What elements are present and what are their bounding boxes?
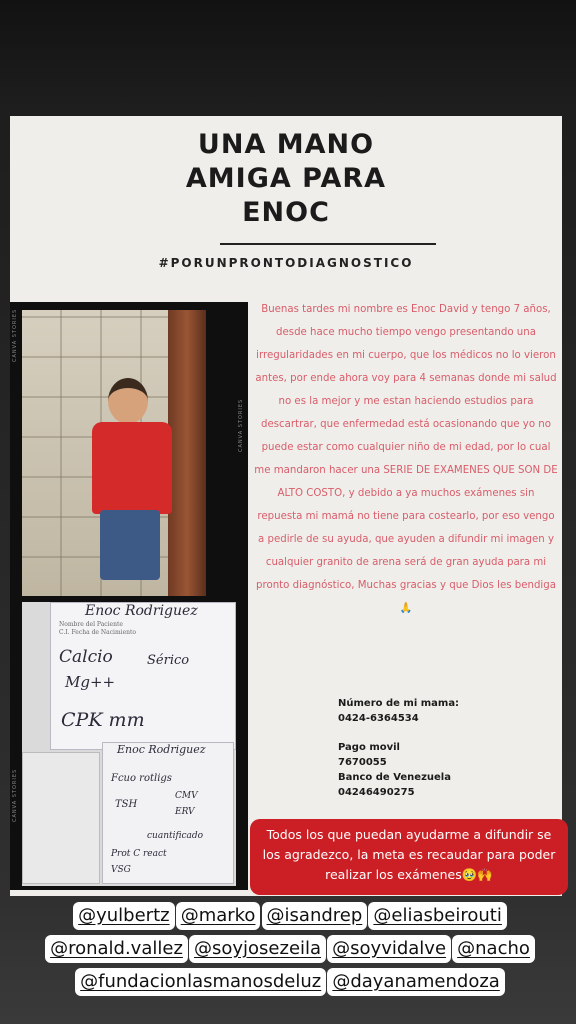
- mention-tag[interactable]: @marko: [176, 902, 261, 930]
- photo-watermark: CANVA STORIES: [12, 308, 18, 362]
- pago-movil-phone: 04246490275: [338, 787, 415, 798]
- medical-orders-photo: [22, 602, 236, 886]
- child-shirt: [92, 422, 172, 514]
- contact-info: [338, 696, 538, 800]
- title-line-1: UNA MANO: [197, 129, 375, 160]
- medical-order-sheet: [22, 752, 100, 884]
- child-photo: [22, 310, 206, 596]
- mention-tag[interactable]: @soyvidalve: [327, 935, 451, 963]
- sheet-item: VSG: [111, 865, 131, 875]
- sheet-item: CPK mm: [61, 709, 145, 731]
- mention-tag[interactable]: @soyjosezeila: [189, 935, 326, 963]
- mention-tag[interactable]: @eliasbeirouti: [368, 902, 506, 930]
- sheet-item: Sérico: [147, 653, 190, 668]
- mention-row: [40, 935, 540, 968]
- mention-tags: [40, 902, 540, 1001]
- photo-watermark: CANVA STORIES: [238, 398, 244, 452]
- sheet-item: Mg++: [65, 673, 116, 691]
- sheet-field-label: Nombre del Paciente: [59, 621, 123, 628]
- medical-order-sheet: [50, 602, 236, 750]
- child-jeans: [100, 510, 160, 580]
- sheet-patient-name: Enoc Rodriguez: [85, 603, 198, 619]
- story-text: Buenas tardes mi nombre es Enoc David y tengo 7 años, desde hace mucho tiempo vengo presentando una irregularidades en mi cuerpo, que los médicos no lo vieron antes, por ende ahora voy para 4 semanas donde mi salud no es la mejor y me estan haciendo estudios para descartrar, que enfermedad está ocasionando que yo no puede estar como cualquier niño de mi edad, por lo cual me mandaron hacer una SERIE DE EXAMENES QUE SON DE ALTO COSTO, y debido a ya muchos exámenes sin repuesta mi mamá no tiene para costearlo, por eso vengo a pedirle de su ayuda, que ayuden a difundir mi imagen y cualquier granito de arena será de gran ayuda para mi pronto diagnóstico, Muchas gracias y que Dios les bendiga🙏: [254, 304, 558, 614]
- sheet-item: Calcio: [59, 647, 113, 667]
- sheet-item: Prot C react: [111, 849, 167, 859]
- sheet-field-label: C.I. Fecha de Nacimiento: [59, 629, 137, 636]
- sheet-item: TSH: [115, 799, 138, 810]
- hashtag: #PORUNPRONTODIAGNOSTICO: [158, 256, 414, 270]
- sheet-patient-name: Enoc Rodriguez: [117, 743, 206, 756]
- mention-row: [40, 968, 540, 1001]
- phone-label: Número de mi mama:: [338, 698, 460, 709]
- fundraiser-poster: [10, 116, 562, 896]
- poster-title: [10, 128, 562, 230]
- sheet-item: ERV: [175, 807, 195, 817]
- mention-tag[interactable]: @dayanamendoza: [327, 968, 505, 996]
- medical-order-sheet: [102, 742, 234, 884]
- thanks-banner: Todos los que puedan ayudarme a difundir se los agradezco, la meta es recaudar para poder realizar los exámenes🥹🙌: [250, 819, 568, 895]
- mention-tag[interactable]: @ronald.vallez: [45, 935, 188, 963]
- bank-name: Banco de Venezuela: [338, 772, 451, 783]
- title-divider: [220, 243, 436, 245]
- title-line-3: ENOC: [242, 197, 330, 228]
- phone-number: 0424-6364534: [338, 713, 419, 724]
- brick-wall: [168, 310, 206, 596]
- child-head: [108, 378, 148, 424]
- mention-tag[interactable]: @yulbertz: [73, 902, 174, 930]
- pago-movil-label: Pago movil: [338, 742, 400, 753]
- sheet-item: CMV: [175, 791, 198, 801]
- mention-row: [40, 902, 540, 935]
- pago-movil-id: 7670055: [338, 757, 387, 768]
- sheet-item: cuantificado: [147, 831, 204, 841]
- photo-watermark: CANVA STORIES: [12, 768, 18, 822]
- sheet-item: Fcuo rotligs: [111, 773, 172, 784]
- mention-tag[interactable]: @isandrep: [262, 902, 368, 930]
- mention-tag[interactable]: @fundacionlasmanosdeluz: [75, 968, 326, 996]
- title-line-2: AMIGA PARA: [185, 163, 387, 194]
- photo-collage: [10, 302, 248, 890]
- mention-tag[interactable]: @nacho: [452, 935, 535, 963]
